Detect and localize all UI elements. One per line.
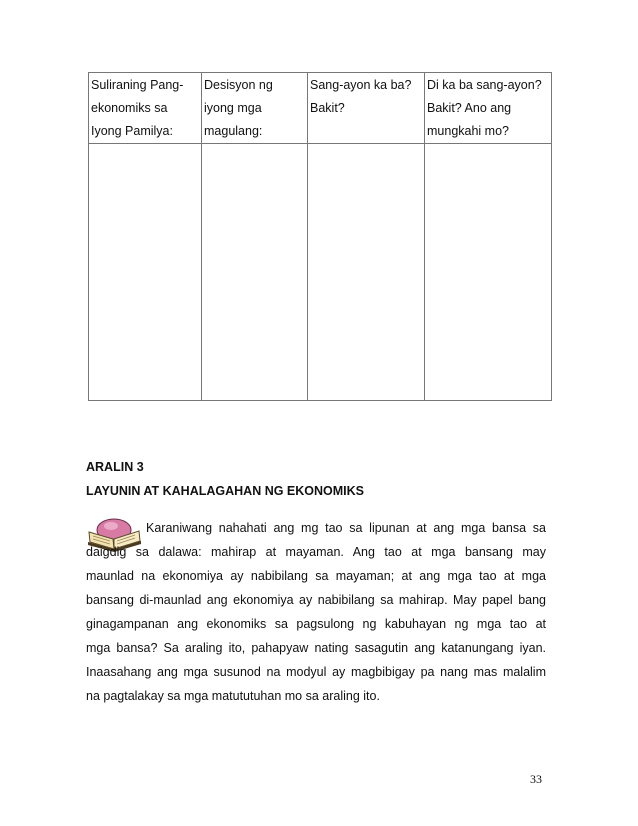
answer-cell-agree <box>308 144 425 401</box>
lesson-intro-paragraph <box>86 516 546 708</box>
column-header-line: ekonomiks sa <box>91 101 168 115</box>
paragraph-line: mga bansa? Sa araling ito, pahapyaw nating sasagutin ang katanungang iyan. <box>86 641 546 655</box>
column-header-parents-decision <box>202 73 308 144</box>
paragraph-line: daigdig sa dalawa: mahirap at mayaman. Ang tao at mga bansang may <box>86 545 546 559</box>
page-number: 33 <box>530 772 542 786</box>
paragraph-line: Inaasahang ang mga susunod na modyul ay magbibigay pa nang mas malalim <box>86 665 546 679</box>
activity-table-answer-row <box>89 144 552 401</box>
column-header-disagree <box>425 73 552 144</box>
column-header-line: Sang-ayon ka ba? <box>310 78 412 92</box>
activity-table <box>88 72 552 401</box>
lesson-title: LAYUNIN AT KAHALAGAHAN NG EKONOMIKS <box>86 484 365 498</box>
paragraph-line: maunlad na ekonomiya ay nabibilang sa mayaman; at ang mga tao at mga <box>86 569 546 583</box>
column-header-line: magulang: <box>204 124 263 138</box>
column-header-line: Iyong Pamilya: <box>91 124 173 138</box>
column-header-line: mungkahi mo? <box>427 124 509 138</box>
answer-cell-parents-decision <box>202 144 308 401</box>
paragraph-line: na pagtalakay sa mga matututuhan mo sa araling ito. <box>86 689 380 703</box>
column-header-agree <box>308 73 425 144</box>
column-header-economic-problem <box>89 73 202 144</box>
column-header-line: Bakit? Ano ang <box>427 101 512 115</box>
column-header-line: Di ka ba sang-ayon? <box>427 78 542 92</box>
paragraph-line: ginagampanan ang ekonomiks sa pagsulong ng kabuhayan ng mga tao at <box>86 617 546 631</box>
column-header-line: iyong mga <box>204 101 262 115</box>
paragraph-line: Karaniwang nahahati ang mg tao sa lipunan at ang mga bansa sa <box>146 521 546 535</box>
paragraph-line: bansang di-maunlad ang ekonomiya ay nabibilang sa mahirap. May papel bang <box>86 593 546 607</box>
answer-cell-economic-problem <box>89 144 202 401</box>
lesson-number: ARALIN 3 <box>86 460 144 474</box>
column-header-line: Suliraning Pang- <box>91 78 184 92</box>
column-header-line: Desisyon ng <box>204 78 273 92</box>
column-header-line: Bakit? <box>310 101 345 115</box>
answer-cell-disagree <box>425 144 552 401</box>
activity-table-header-row <box>89 73 552 144</box>
